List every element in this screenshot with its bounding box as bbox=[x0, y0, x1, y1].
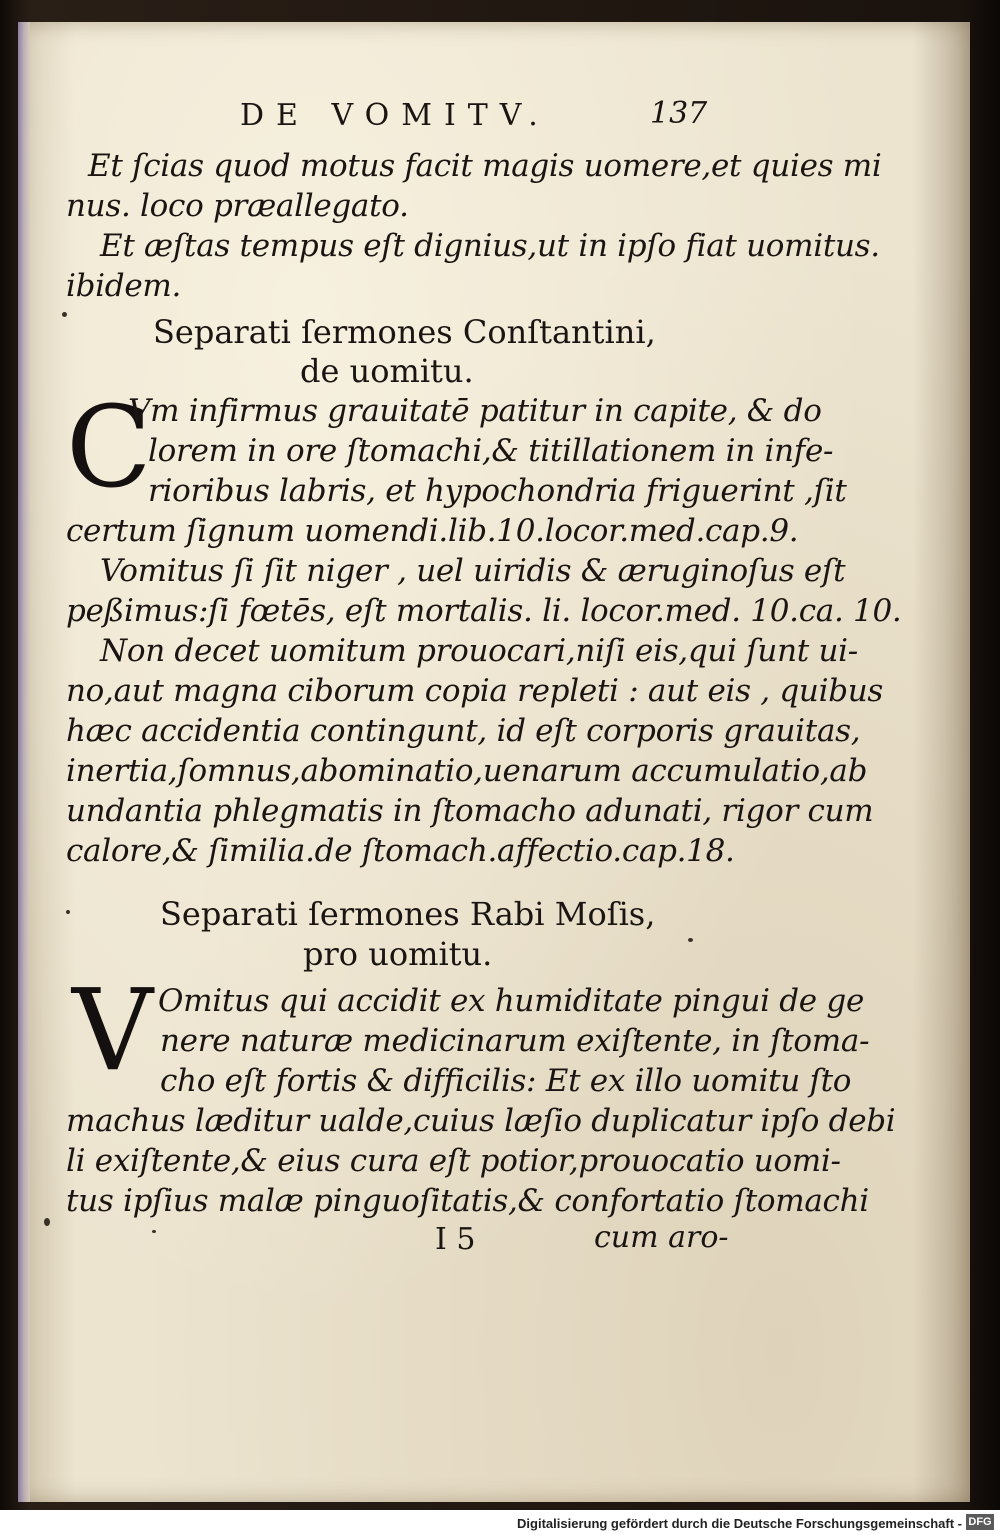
text-line: nus. loco præallegato. bbox=[66, 188, 409, 224]
text-line: Vomitus ſi ſit niger , uel uiridis & æruginoſus eſt bbox=[100, 553, 846, 589]
dfg-logo: DFG bbox=[966, 1514, 994, 1530]
text-line: Et æſtas tempus eſt dignius,ut in ipſo fiat uomitus. bbox=[100, 228, 880, 264]
section-heading: Separati ſermones Rabi Moſis, bbox=[160, 895, 656, 933]
text-line: undantia phlegmatis in ſtomacho adunati, rigor cum bbox=[66, 793, 874, 829]
text-line: lorem in ore ſtomachi,& titillationem in infe- bbox=[148, 433, 834, 469]
ink-speck bbox=[62, 312, 67, 317]
text-line: Et ſcias quod motus facit magis uomere,et quies mi bbox=[88, 148, 882, 184]
text-line: rioribus labris, et hypochondria friguerint ,ſit bbox=[148, 473, 847, 509]
drop-cap-initial: V bbox=[72, 966, 153, 1096]
text-line: inertia,ſomnus,abominatio,uenarum accumulatio,ab bbox=[66, 753, 868, 789]
footer-credit: Digitalisierung gefördert durch die Deutsche Forschungsgemeinschaft - bbox=[517, 1516, 962, 1531]
catchword: cum aro- bbox=[594, 1220, 729, 1255]
ink-speck bbox=[688, 938, 693, 942]
page-edge bbox=[18, 22, 30, 1502]
text-line: li exiſtente,& eius cura eſt potior,prouocatio uomi- bbox=[66, 1143, 841, 1179]
running-head-title: DE VOMITV. bbox=[240, 98, 550, 133]
text-line: machus læditur ualde,cuius læſio duplicatur ipſo debi bbox=[66, 1103, 896, 1139]
text-line: no,aut magna ciborum copia repleti : aut eis , quibus bbox=[66, 673, 884, 709]
ink-speck bbox=[152, 1230, 156, 1233]
text-line: Vm infirmus grauitatē patitur in capite, & do bbox=[128, 393, 822, 429]
signature-mark: I 5 bbox=[435, 1222, 476, 1257]
drop-cap-initial: C bbox=[66, 383, 152, 513]
section-heading: Separati ſermones Conſtantini, bbox=[153, 313, 656, 351]
ink-speck bbox=[44, 1218, 50, 1226]
section-heading: de uomitu. bbox=[300, 352, 474, 390]
section-heading: pro uomitu. bbox=[303, 935, 493, 973]
text-line: tus ipſius malæ pinguoſitatis,& confortatio ſtomachi bbox=[66, 1183, 869, 1219]
text-line: calore,& ſimilia.de ſtomach.affectio.cap.18. bbox=[66, 833, 735, 869]
text-line: ibidem. bbox=[66, 268, 182, 304]
page-number: 137 bbox=[650, 96, 708, 131]
text-line: certum ſignum uomendi.lib.10.locor.med.cap.9. bbox=[66, 513, 799, 549]
text-line: Omitus qui accidit ex humiditate pingui de ge bbox=[158, 983, 864, 1019]
text-line: peßimus:ſi fœtēs, eſt mortalis. li. locor.med. 10.ca. 10. bbox=[66, 593, 902, 629]
text-line: cho eſt fortis & difficilis: Et ex illo uomitu ſto bbox=[160, 1063, 852, 1099]
text-line: Non decet uomitum prouocari,niſi eis,qui ſunt ui- bbox=[100, 633, 858, 669]
text-line: nere naturæ medicinarum exiſtente, in ſtoma- bbox=[160, 1023, 870, 1059]
ink-speck bbox=[66, 910, 70, 914]
text-line: hæc accidentia contingunt, id eſt corporis grauitas, bbox=[66, 713, 861, 749]
